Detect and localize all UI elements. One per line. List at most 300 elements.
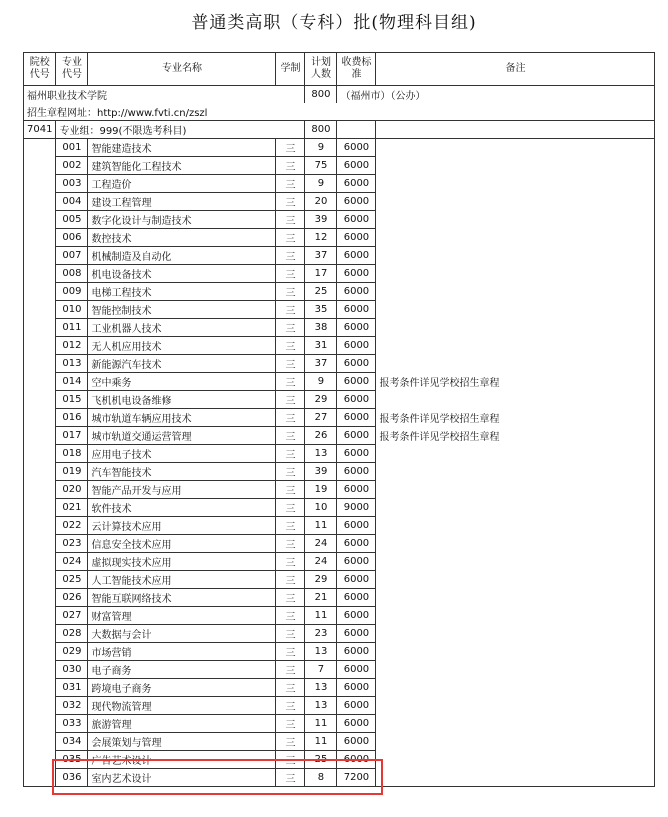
major-duration: 三 — [276, 715, 305, 733]
school-code-cell — [24, 481, 56, 499]
major-name: 虚拟现实技术应用 — [88, 553, 276, 571]
major-code: 013 — [56, 355, 88, 373]
school-code-cell — [24, 607, 56, 625]
school-code-cell — [24, 265, 56, 283]
major-name: 广告艺术设计 — [88, 751, 276, 769]
major-duration: 三 — [276, 337, 305, 355]
school-code-cell — [24, 355, 56, 373]
major-plan: 37 — [305, 247, 337, 265]
major-note — [376, 283, 655, 301]
major-duration: 三 — [276, 211, 305, 229]
major-fee: 6000 — [337, 247, 376, 265]
major-duration: 三 — [276, 571, 305, 589]
school-code-cell — [24, 445, 56, 463]
major-plan: 9 — [305, 139, 337, 157]
major-fee: 6000 — [337, 607, 376, 625]
group-label: 专业组：999(不限选考科目) — [56, 121, 305, 139]
major-duration: 三 — [276, 643, 305, 661]
school-name: 福州职业技术学院 — [24, 86, 305, 104]
major-fee: 6000 — [337, 301, 376, 319]
major-plan: 25 — [305, 283, 337, 301]
major-fee: 6000 — [337, 409, 376, 427]
major-code: 011 — [56, 319, 88, 337]
school-code-cell — [24, 337, 56, 355]
major-name: 工业机器人技术 — [88, 319, 276, 337]
major-fee: 6000 — [337, 751, 376, 769]
table-row — [24, 535, 655, 553]
major-name: 市场营销 — [88, 643, 276, 661]
major-code: 007 — [56, 247, 88, 265]
school-code-cell — [24, 517, 56, 535]
major-note — [376, 481, 655, 499]
table-row — [24, 643, 655, 661]
major-code: 003 — [56, 175, 88, 193]
major-fee: 6000 — [337, 445, 376, 463]
major-name: 旅游管理 — [88, 715, 276, 733]
major-plan: 11 — [305, 517, 337, 535]
major-duration: 三 — [276, 229, 305, 247]
table-row — [24, 517, 655, 535]
major-code: 026 — [56, 589, 88, 607]
major-name: 电梯工程技术 — [88, 283, 276, 301]
major-fee: 6000 — [337, 553, 376, 571]
school-code-cell — [24, 247, 56, 265]
major-name: 智能建造技术 — [88, 139, 276, 157]
major-code: 004 — [56, 193, 88, 211]
major-code: 016 — [56, 409, 88, 427]
major-plan: 29 — [305, 391, 337, 409]
group-fee-empty — [337, 121, 376, 139]
major-code: 032 — [56, 697, 88, 715]
major-plan: 13 — [305, 643, 337, 661]
major-code: 015 — [56, 391, 88, 409]
major-fee: 6000 — [337, 535, 376, 553]
major-duration: 三 — [276, 751, 305, 769]
major-code: 022 — [56, 517, 88, 535]
major-name: 云计算技术应用 — [88, 517, 276, 535]
major-duration: 三 — [276, 607, 305, 625]
major-code: 021 — [56, 499, 88, 517]
website-row — [24, 103, 655, 121]
major-fee: 6000 — [337, 175, 376, 193]
school-code-cell — [24, 283, 56, 301]
major-fee: 6000 — [337, 517, 376, 535]
school-code-cell — [24, 733, 56, 751]
major-plan: 17 — [305, 265, 337, 283]
major-plan: 35 — [305, 301, 337, 319]
major-duration: 三 — [276, 427, 305, 445]
major-duration: 三 — [276, 697, 305, 715]
major-duration: 三 — [276, 247, 305, 265]
table-row — [24, 697, 655, 715]
group-code: 7041 — [24, 121, 56, 139]
major-plan: 31 — [305, 337, 337, 355]
major-plan: 9 — [305, 175, 337, 193]
major-code: 031 — [56, 679, 88, 697]
major-name: 汽车智能技术 — [88, 463, 276, 481]
major-plan: 24 — [305, 553, 337, 571]
major-fee: 6000 — [337, 625, 376, 643]
major-duration: 三 — [276, 553, 305, 571]
major-note — [376, 193, 655, 211]
major-fee: 6000 — [337, 391, 376, 409]
group-plan: 800 — [305, 121, 337, 139]
major-name: 无人机应用技术 — [88, 337, 276, 355]
major-duration: 三 — [276, 733, 305, 751]
table-row — [24, 679, 655, 697]
major-duration: 三 — [276, 265, 305, 283]
major-name: 机电设备技术 — [88, 265, 276, 283]
table-row — [24, 553, 655, 571]
major-duration: 三 — [276, 409, 305, 427]
header-fee: 收费标准 — [337, 53, 376, 86]
table-row — [24, 625, 655, 643]
school-code-cell — [24, 229, 56, 247]
header-duration: 学制 — [276, 53, 305, 86]
major-code: 006 — [56, 229, 88, 247]
major-plan: 26 — [305, 427, 337, 445]
major-name: 新能源汽车技术 — [88, 355, 276, 373]
major-code: 036 — [56, 769, 88, 787]
table-row — [24, 571, 655, 589]
major-code: 014 — [56, 373, 88, 391]
major-duration: 三 — [276, 769, 305, 787]
major-name: 跨境电子商务 — [88, 679, 276, 697]
major-note — [376, 625, 655, 643]
major-name: 应用电子技术 — [88, 445, 276, 463]
major-note — [376, 247, 655, 265]
major-duration: 三 — [276, 679, 305, 697]
major-duration: 三 — [276, 319, 305, 337]
major-code: 033 — [56, 715, 88, 733]
table-row — [24, 301, 655, 319]
major-name: 城市轨道车辆应用技术 — [88, 409, 276, 427]
table-row — [24, 445, 655, 463]
major-fee: 6000 — [337, 139, 376, 157]
major-fee: 6000 — [337, 463, 376, 481]
major-plan: 13 — [305, 679, 337, 697]
major-plan: 23 — [305, 625, 337, 643]
major-note — [376, 661, 655, 679]
major-fee: 6000 — [337, 715, 376, 733]
table-row — [24, 751, 655, 769]
table-row — [24, 499, 655, 517]
school-code-cell — [24, 571, 56, 589]
major-note — [376, 697, 655, 715]
school-code-cell — [24, 463, 56, 481]
school-code-cell — [24, 535, 56, 553]
major-note — [376, 355, 655, 373]
major-fee: 9000 — [337, 499, 376, 517]
major-code: 002 — [56, 157, 88, 175]
major-note — [376, 175, 655, 193]
major-name: 建筑智能化工程技术 — [88, 157, 276, 175]
school-code-cell — [24, 409, 56, 427]
major-fee: 6000 — [337, 265, 376, 283]
table-row — [24, 463, 655, 481]
major-plan: 12 — [305, 229, 337, 247]
school-code-cell — [24, 553, 56, 571]
major-code: 027 — [56, 607, 88, 625]
major-fee: 6000 — [337, 697, 376, 715]
major-name: 建设工程管理 — [88, 193, 276, 211]
major-fee: 6000 — [337, 571, 376, 589]
school-code-cell — [24, 751, 56, 769]
group-row — [24, 121, 655, 139]
major-plan: 13 — [305, 697, 337, 715]
major-plan: 25 — [305, 751, 337, 769]
major-name: 数控技术 — [88, 229, 276, 247]
major-duration: 三 — [276, 625, 305, 643]
major-name: 大数据与会计 — [88, 625, 276, 643]
school-code-cell — [24, 139, 56, 157]
table-row — [24, 733, 655, 751]
major-note — [376, 319, 655, 337]
major-code: 019 — [56, 463, 88, 481]
major-code: 009 — [56, 283, 88, 301]
major-code: 010 — [56, 301, 88, 319]
major-note — [376, 769, 655, 787]
major-note: 报考条件详见学校招生章程 — [376, 427, 655, 445]
table-row — [24, 265, 655, 283]
admission-table — [23, 52, 655, 787]
major-duration: 三 — [276, 535, 305, 553]
major-note — [376, 553, 655, 571]
major-code: 025 — [56, 571, 88, 589]
school-location: （福州市）（公办） — [337, 86, 655, 104]
major-duration: 三 — [276, 301, 305, 319]
major-duration: 三 — [276, 661, 305, 679]
major-fee: 6000 — [337, 427, 376, 445]
major-plan: 19 — [305, 481, 337, 499]
major-fee: 6000 — [337, 481, 376, 499]
major-duration: 三 — [276, 481, 305, 499]
major-duration: 三 — [276, 175, 305, 193]
major-note — [376, 445, 655, 463]
major-code: 029 — [56, 643, 88, 661]
major-note — [376, 535, 655, 553]
major-name: 智能互联网络技术 — [88, 589, 276, 607]
major-code: 028 — [56, 625, 88, 643]
major-plan: 75 — [305, 157, 337, 175]
major-fee: 6000 — [337, 679, 376, 697]
major-plan: 27 — [305, 409, 337, 427]
major-duration: 三 — [276, 463, 305, 481]
major-name: 城市轨道交通运营管理 — [88, 427, 276, 445]
table-row — [24, 661, 655, 679]
major-code: 001 — [56, 139, 88, 157]
major-fee: 6000 — [337, 211, 376, 229]
major-name: 人工智能技术应用 — [88, 571, 276, 589]
major-code: 005 — [56, 211, 88, 229]
school-code-cell — [24, 769, 56, 787]
major-note — [376, 733, 655, 751]
major-note — [376, 751, 655, 769]
table-row — [24, 769, 655, 787]
major-code: 034 — [56, 733, 88, 751]
school-plan-total: 800 — [305, 86, 337, 104]
school-code-cell — [24, 211, 56, 229]
major-note — [376, 715, 655, 733]
major-note — [376, 679, 655, 697]
major-note — [376, 607, 655, 625]
table-row — [24, 337, 655, 355]
major-plan: 11 — [305, 607, 337, 625]
major-fee: 6000 — [337, 193, 376, 211]
major-name: 机械制造及自动化 — [88, 247, 276, 265]
major-note — [376, 337, 655, 355]
major-duration: 三 — [276, 499, 305, 517]
header-major-name: 专业名称 — [88, 53, 276, 86]
major-name: 智能产品开发与应用 — [88, 481, 276, 499]
major-note — [376, 571, 655, 589]
major-plan: 9 — [305, 373, 337, 391]
school-code-cell — [24, 589, 56, 607]
major-fee: 6000 — [337, 229, 376, 247]
major-plan: 21 — [305, 589, 337, 607]
major-name: 智能控制技术 — [88, 301, 276, 319]
school-code-cell — [24, 391, 56, 409]
major-duration: 三 — [276, 589, 305, 607]
major-fee: 6000 — [337, 589, 376, 607]
school-code-cell — [24, 679, 56, 697]
table-row — [24, 193, 655, 211]
major-note — [376, 463, 655, 481]
major-plan: 11 — [305, 715, 337, 733]
header-major-code: 专业代号 — [56, 53, 88, 86]
major-duration: 三 — [276, 139, 305, 157]
table-row — [24, 481, 655, 499]
header-remarks: 备注 — [376, 53, 655, 86]
major-note — [376, 157, 655, 175]
table-row — [24, 373, 655, 391]
major-fee: 6000 — [337, 643, 376, 661]
major-name: 财富管理 — [88, 607, 276, 625]
school-code-cell — [24, 625, 56, 643]
table-row — [24, 589, 655, 607]
major-duration: 三 — [276, 355, 305, 373]
school-code-cell — [24, 697, 56, 715]
major-note — [376, 139, 655, 157]
school-code-cell — [24, 499, 56, 517]
table-row — [24, 283, 655, 301]
header-plan: 计划人数 — [305, 53, 337, 86]
major-plan: 10 — [305, 499, 337, 517]
major-name: 飞机机电设备维修 — [88, 391, 276, 409]
school-code-cell — [24, 301, 56, 319]
major-name: 会展策划与管理 — [88, 733, 276, 751]
major-name: 软件技术 — [88, 499, 276, 517]
table-row — [24, 139, 655, 157]
major-fee: 6000 — [337, 661, 376, 679]
major-fee: 6000 — [337, 337, 376, 355]
school-code-cell — [24, 715, 56, 733]
major-plan: 20 — [305, 193, 337, 211]
major-plan: 39 — [305, 463, 337, 481]
major-name: 数字化设计与制造技术 — [88, 211, 276, 229]
school-code-cell — [24, 661, 56, 679]
major-code: 008 — [56, 265, 88, 283]
major-duration: 三 — [276, 157, 305, 175]
table-row — [24, 229, 655, 247]
major-fee: 6000 — [337, 733, 376, 751]
page-title: 普通类高职（专科）批(物理科目组) — [191, 13, 477, 33]
major-note — [376, 229, 655, 247]
major-name: 室内艺术设计 — [88, 769, 276, 787]
school-code-cell — [24, 175, 56, 193]
major-fee: 6000 — [337, 373, 376, 391]
major-duration: 三 — [276, 373, 305, 391]
major-fee: 6000 — [337, 157, 376, 175]
major-name: 现代物流管理 — [88, 697, 276, 715]
major-note — [376, 499, 655, 517]
major-plan: 39 — [305, 211, 337, 229]
major-note — [376, 589, 655, 607]
major-plan: 13 — [305, 445, 337, 463]
major-code: 035 — [56, 751, 88, 769]
major-plan: 8 — [305, 769, 337, 787]
major-code: 023 — [56, 535, 88, 553]
header-school-code: 院校代号 — [24, 53, 56, 86]
school-code-cell — [24, 373, 56, 391]
major-note — [376, 265, 655, 283]
major-note — [376, 643, 655, 661]
table-row — [24, 175, 655, 193]
major-fee: 7200 — [337, 769, 376, 787]
table-row — [24, 211, 655, 229]
major-name: 信息安全技术应用 — [88, 535, 276, 553]
table-row — [24, 319, 655, 337]
group-note-empty — [376, 121, 655, 139]
major-plan: 37 — [305, 355, 337, 373]
major-note: 报考条件详见学校招生章程 — [376, 373, 655, 391]
major-plan: 7 — [305, 661, 337, 679]
school-code-cell — [24, 319, 56, 337]
table-row — [24, 355, 655, 373]
table-row — [24, 247, 655, 265]
major-plan: 38 — [305, 319, 337, 337]
major-plan: 24 — [305, 535, 337, 553]
major-duration: 三 — [276, 391, 305, 409]
table-row — [24, 157, 655, 175]
school-row — [24, 86, 655, 104]
major-note: 报考条件详见学校招生章程 — [376, 409, 655, 427]
major-code: 018 — [56, 445, 88, 463]
major-note — [376, 301, 655, 319]
major-plan: 11 — [305, 733, 337, 751]
major-note — [376, 391, 655, 409]
major-name: 空中乘务 — [88, 373, 276, 391]
major-fee: 6000 — [337, 319, 376, 337]
table-row — [24, 715, 655, 733]
major-note — [376, 517, 655, 535]
school-code-cell — [24, 427, 56, 445]
major-code: 024 — [56, 553, 88, 571]
major-name: 电子商务 — [88, 661, 276, 679]
table-row — [24, 607, 655, 625]
major-code: 017 — [56, 427, 88, 445]
school-code-cell — [24, 193, 56, 211]
table-row — [24, 391, 655, 409]
major-fee: 6000 — [337, 283, 376, 301]
major-name: 工程造价 — [88, 175, 276, 193]
table-row — [24, 409, 655, 427]
major-code: 030 — [56, 661, 88, 679]
major-duration: 三 — [276, 283, 305, 301]
major-duration: 三 — [276, 445, 305, 463]
major-duration: 三 — [276, 193, 305, 211]
school-website: 招生章程网址：http://www.fvti.cn/zszl — [24, 103, 655, 121]
